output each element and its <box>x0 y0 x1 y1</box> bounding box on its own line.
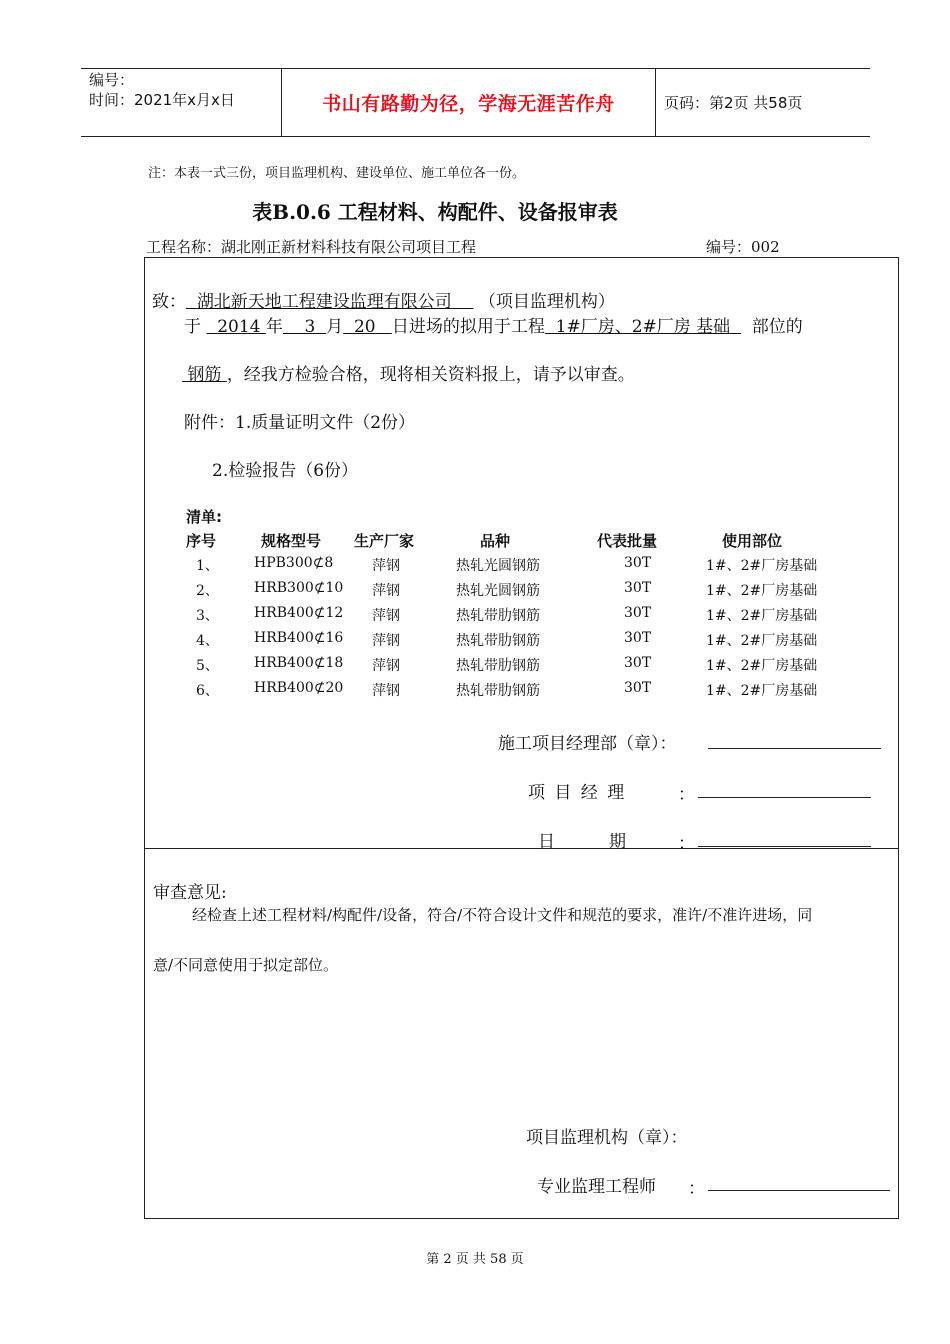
list-row <box>0 680 950 705</box>
list-header-batch: 代表批量 <box>597 532 658 550</box>
addressee-suffix: （项目监理机构） <box>478 292 615 312</box>
entry-text: 日进场的拟用于工程 <box>391 317 545 337</box>
review-engineer-label: 专业监理工程师 <box>537 1177 656 1197</box>
entry-part: 部位的 <box>751 317 803 337</box>
list-cell-spec: HRB300⊄10 <box>254 580 344 596</box>
header-divider-left <box>281 69 282 136</box>
list-cell-maker: 萍钢 <box>372 683 400 699</box>
material-name: 钢筋 <box>187 365 222 385</box>
material-line <box>182 360 635 385</box>
list-header-maker: 生产厂家 <box>354 532 415 550</box>
review-org-label: 项目监理机构（章）： <box>526 1128 688 1148</box>
list-cell-maker: 萍钢 <box>372 608 400 624</box>
header-meta <box>89 70 235 110</box>
manager-colon: ： <box>678 785 695 805</box>
list-cell-batch: 30T <box>624 655 652 671</box>
list-cell-spec: HRB400⊄16 <box>254 630 344 646</box>
list-row <box>0 555 950 580</box>
manager-label: 项 目 经 理 <box>528 783 627 803</box>
form-section-divider <box>144 848 899 849</box>
addressee-prefix: 致： <box>152 292 186 312</box>
list-cell-usage: 1#、2#厂房基础 <box>706 633 818 649</box>
review-title: 审查意见: <box>153 883 227 903</box>
copies-note: 注：本表一式三份，项目监理机构、建设单位、施工单位各一份。 <box>148 166 526 181</box>
entry-day: 20 <box>353 317 376 337</box>
list-cell-usage: 1#、2#厂房基础 <box>706 558 818 574</box>
entry-location: 1#厂房、2#厂房 基础 <box>555 317 731 337</box>
list-cell-type: 热轧带肋钢筋 <box>456 683 540 699</box>
list-cell-spec: HRB400⊄20 <box>254 680 344 696</box>
review-engineer-colon: ： <box>688 1179 705 1199</box>
entry-yu: 于 <box>184 317 201 337</box>
list-cell-type: 热轧光圆钢筋 <box>456 558 540 574</box>
list-cell-index: 1、 <box>196 558 219 574</box>
addressee-org: 湖北新天地工程建设监理有限公司 <box>196 292 452 312</box>
attachment-1: 附件：1.质量证明文件（2份） <box>184 413 416 433</box>
review-line-2: 意/不同意使用于拟定部位。 <box>153 956 339 974</box>
list-cell-index: 5、 <box>196 658 219 674</box>
list-cell-index: 4、 <box>196 633 219 649</box>
list-cell-spec: HPB300⊄8 <box>254 555 334 571</box>
entry-line <box>184 312 803 337</box>
list-cell-batch: 30T <box>624 555 652 571</box>
date-label: 日 期 <box>538 832 627 852</box>
list-cell-maker: 萍钢 <box>372 633 400 649</box>
form-serial: 编号：002 <box>706 238 780 256</box>
entry-month-unit: 月 <box>326 317 344 337</box>
list-row <box>0 655 950 680</box>
list-cell-batch: 30T <box>624 680 652 696</box>
list-cell-maker: 萍钢 <box>372 658 400 674</box>
list-cell-usage: 1#、2#厂房基础 <box>706 583 818 599</box>
list-cell-spec: HRB400⊄12 <box>254 605 344 621</box>
project-name: 工程名称：湖北刚正新材料科技有限公司项目工程 <box>146 238 477 256</box>
entry-year: 2014 <box>217 317 261 337</box>
form-title: 表B.0.6 工程材料、构配件、设备报审表 <box>252 200 618 224</box>
list-header-index: 序号 <box>186 532 217 550</box>
list-cell-usage: 1#、2#厂房基础 <box>706 608 818 624</box>
header-number: 编号： <box>89 71 135 89</box>
addressee-line <box>152 287 615 312</box>
list-cell-batch: 30T <box>624 580 652 596</box>
list-cell-type: 热轧带肋钢筋 <box>456 658 540 674</box>
review-line-1: 经检查上述工程材料/构配件/设备，符合/不符合设计文件和规范的要求，准许/不准许进场，同 <box>192 906 813 924</box>
list-cell-type: 热轧光圆钢筋 <box>456 583 540 599</box>
date-signature-line <box>698 846 871 847</box>
list-cell-usage: 1#、2#厂房基础 <box>706 683 818 699</box>
list-header-usage: 使用部位 <box>722 532 783 550</box>
entry-month: 3 <box>304 317 316 337</box>
list-title: 清单: <box>186 508 222 526</box>
header-time: 时间：2021年x月x日 <box>89 91 235 109</box>
list-header-spec: 规格型号 <box>261 532 322 550</box>
list-cell-batch: 30T <box>624 605 652 621</box>
attachment-2: 2.检验报告（6份） <box>212 461 359 481</box>
contractor-dept-label: 施工项目经理部（章）： <box>498 734 677 754</box>
list-cell-index: 6、 <box>196 683 219 699</box>
date-colon: ： <box>678 834 695 854</box>
list-cell-index: 2、 <box>196 583 219 599</box>
manager-signature-line <box>698 797 871 798</box>
header-page-info: 页码：第2页 共58页 <box>664 94 803 112</box>
list-cell-type: 热轧带肋钢筋 <box>456 608 540 624</box>
list-row <box>0 630 950 655</box>
header-divider-right <box>655 69 656 136</box>
list-cell-spec: HRB400⊄18 <box>254 655 344 671</box>
list-cell-maker: 萍钢 <box>372 558 400 574</box>
entry-year-unit: 年 <box>265 317 283 337</box>
list-cell-type: 热轧带肋钢筋 <box>456 633 540 649</box>
list-cell-usage: 1#、2#厂房基础 <box>706 658 818 674</box>
list-cell-maker: 萍钢 <box>372 583 400 599</box>
review-engineer-signature-line <box>708 1190 890 1191</box>
list-header-type: 品种 <box>480 532 511 550</box>
page-footer: 第 2 页 共 58 页 <box>426 1252 524 1267</box>
list-cell-index: 3、 <box>196 608 219 624</box>
list-row <box>0 605 950 630</box>
header-motto: 书山有路勤为径，学海无涯苦作舟 <box>322 93 615 115</box>
contractor-dept-line <box>708 748 881 749</box>
list-cell-batch: 30T <box>624 630 652 646</box>
header-bottom-rule <box>81 136 870 137</box>
list-row <box>0 580 950 605</box>
material-text: ，经我方检验合格，现将相关资料报上，请予以审查。 <box>226 365 635 385</box>
